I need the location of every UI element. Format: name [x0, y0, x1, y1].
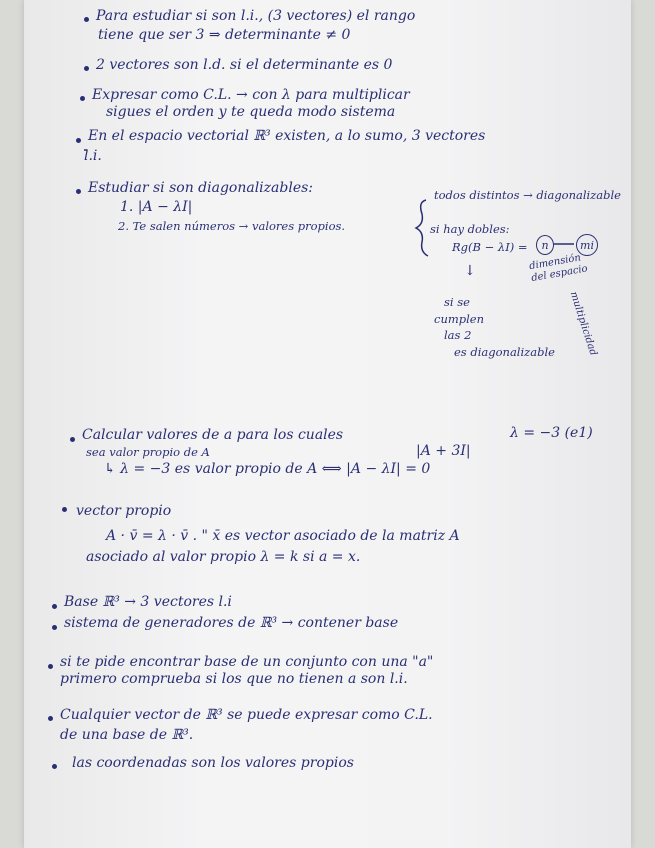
note-line: Base ℝ³ → 3 vectores l.i	[64, 594, 232, 610]
annotation: dimensión del espacio	[528, 252, 589, 285]
note-line: asociado al valor propio λ = k si a = x.	[86, 549, 361, 565]
note-line: Calcular valores de a para los cuales	[82, 427, 344, 443]
determinant: |A + 3I|	[416, 443, 471, 459]
notebook-page	[24, 0, 631, 848]
note-line: A · v̄ = λ · v̄ . " x̄ es vector asociado de la matriz A	[106, 528, 460, 544]
note-line: l.i.	[84, 148, 102, 164]
annotation: multiplicidad	[567, 290, 599, 358]
note-line: ↳ λ = −3 es valor propio de A ⟺ |A − λI| = 0	[104, 461, 431, 477]
circled-n: n	[536, 235, 554, 255]
conclusion-text: es diagonalizable	[454, 345, 555, 359]
arrow: ↓	[464, 263, 476, 279]
note-line: Expresar como C.L. → con λ para multiplicar	[92, 87, 410, 103]
note-line: las coordenadas son los valores propios	[72, 755, 354, 771]
note-line: 2. Te salen números → valores propios.	[118, 219, 346, 233]
lambda-value: λ = −3 (e1)	[510, 425, 593, 441]
annotation-lines	[24, 0, 631, 848]
conclusion-text: cumplen	[434, 312, 485, 326]
rank-expression: Rg(B − λI) =	[452, 240, 528, 254]
note-line: 1. |A − λI|	[120, 199, 193, 215]
note-line: Estudiar si son diagonalizables:	[88, 180, 314, 196]
note-line: sigues el orden y te queda modo sistema	[106, 104, 396, 120]
note-line: sea valor propio de A	[86, 445, 210, 459]
conclusion-text: las 2	[444, 328, 472, 342]
branch-text: todos distintos → diagonalizable	[434, 188, 621, 202]
branch-text: si hay dobles:	[430, 222, 510, 236]
circled-mi: mi	[576, 234, 598, 256]
note-line: primero comprueba si los que no tienen a son l.i.	[60, 671, 408, 687]
note-heading: vector propio	[76, 503, 172, 519]
note-line: sistema de generadores de ℝ³ → contener base	[64, 615, 399, 631]
note-line: Para estudiar si son l.i., (3 vectores) el rango	[96, 8, 416, 24]
note-line: tiene que ser 3 ⇒ determinante ≠ 0	[98, 27, 351, 43]
note-line: de una base de ℝ³.	[60, 727, 194, 743]
conclusion-text: si se	[444, 295, 470, 309]
note-line: En el espacio vectorial ℝ³ existen, a lo sumo, 3 vectores	[88, 128, 486, 144]
note-line: 2 vectores son l.d. si el determinante es 0	[96, 57, 393, 73]
note-line: Cualquier vector de ℝ³ se puede expresar como C.L.	[60, 707, 433, 723]
note-line: si te pide encontrar base de un conjunto con una "a"	[60, 654, 434, 670]
brace	[416, 200, 428, 256]
